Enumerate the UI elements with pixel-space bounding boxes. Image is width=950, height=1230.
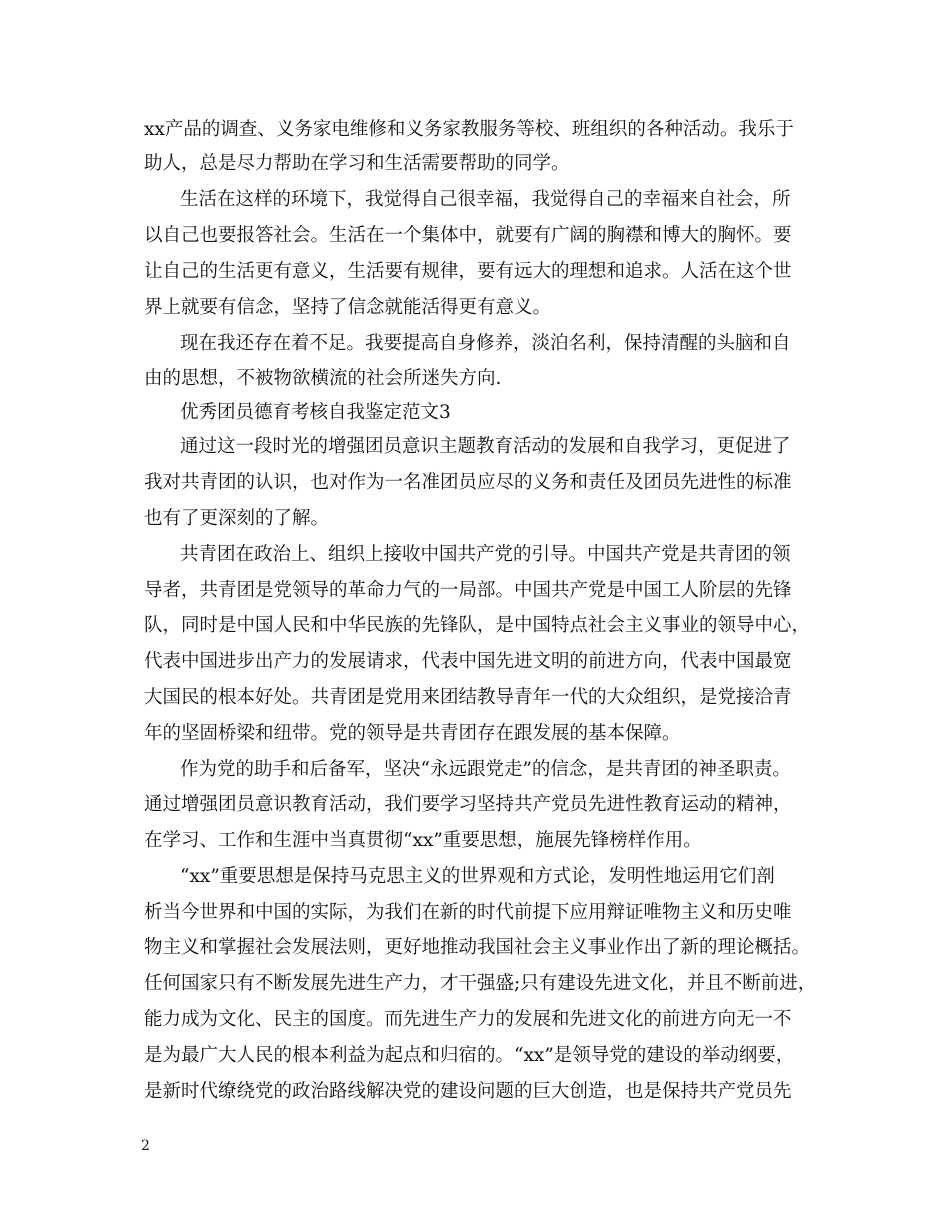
text-line: 界上就要有信念，坚持了信念就能活得更有意义。: [144, 297, 552, 318]
text-line: 作为党的助手和后备军，坚决“永远跟党走”的信念，是共青团的神圣职责。: [180, 759, 791, 780]
text-line: 年的坚固桥梁和纽带。党的领导是共青团存在跟发展的基本保障。: [144, 723, 681, 744]
text-line: 大国民的根本好处。共青团是党用来团结教导青年一代的大众组织，是党接洽青: [144, 687, 792, 708]
text-line: 能力成为文化、民主的国度。而先进生产力的发展和先进文化的前进方向无一不: [144, 1009, 792, 1030]
text-line: 以自己也要报答社会。生活在一个集体中，就要有广阔的胸襟和博大的胸怀。要: [144, 225, 792, 246]
text-line: 生活在这样的环境下，我觉得自己很幸福，我觉得自己的幸福来自社会，所: [180, 189, 791, 210]
text-line: “xx”重要思想是保持马克思主义的世界观和方式论，发明性地运用它们剖: [180, 866, 775, 887]
text-line: 现在我还存在着不足。我要提高自身修养，淡泊名利，保持清醒的头脑和自: [180, 333, 791, 354]
text-line: 代表中国进步出产力的发展请求，代表中国先进文明的前进方向，代表中国最宽: [144, 651, 792, 672]
text-line: 析当今世界和中国的实际，为我们在新的时代前提下应用辩证唯物主义和历史唯: [144, 902, 792, 923]
text-line: 在学习、工作和生涯中当真贯彻“xx”重要思想，施展先锋榜样作用。: [144, 830, 702, 851]
text-line: 也有了更深刻的了解。: [144, 508, 330, 529]
text-line: 通过增强团员意识教育活动，我们要学习坚持共产党员先进性教育运动的精神，: [144, 794, 792, 815]
text-line: 导者，共青团是党领导的革命力气的一局部。中国共产党是中国工人阶层的先锋: [144, 580, 792, 601]
text-line: 助人，总是尽力帮助在学习和生活需要帮助的同学。: [144, 153, 570, 174]
text-line: 共青团在政治上、组织上接收中国共产党的引导。中国共产党是共青团的领: [180, 544, 791, 565]
text-line: 是为最广大人民的根本利益为起点和归宿的。“xx”是领导党的建设的举动纲要，: [144, 1045, 795, 1066]
text-line: 通过这一段时光的增强团员意识主题教育活动的发展和自我学习，更促进了: [180, 436, 791, 457]
section-heading: 优秀团员德育考核自我鉴定范文3: [180, 402, 451, 423]
text-line: 由的思想，不被物欲横流的社会所迷失方向.: [144, 368, 502, 389]
text-line: 任何国家只有不断发展先进生产力，才干强盛;只有建设先进文化，并且不断前进，: [144, 973, 817, 994]
text-line: 是新时代缭绕党的政治路线解决党的建设问题的巨大创造，也是保持共产党员先: [144, 1081, 792, 1102]
text-line: 物主义和掌握社会发展法则，更好地推动我国社会主义事业作出了新的理论概括。: [144, 937, 811, 958]
text-line: 我对共青团的认识，也对作为一名准团员应尽的义务和责任及团员先进性的标准: [144, 472, 792, 493]
text-line: xx产品的调查、义务家电维修和义务家教服务等校、班组织的各种活动。我乐于: [144, 119, 794, 140]
page-number: 2: [141, 1138, 150, 1154]
text-line: 让自己的生活更有意义，生活要有规律，要有远大的理想和追求。人活在这个世: [144, 261, 792, 282]
text-line: 队，同时是中国人民和中华民族的先锋队，是中国特点社会主义事业的领导中心，: [144, 615, 811, 636]
